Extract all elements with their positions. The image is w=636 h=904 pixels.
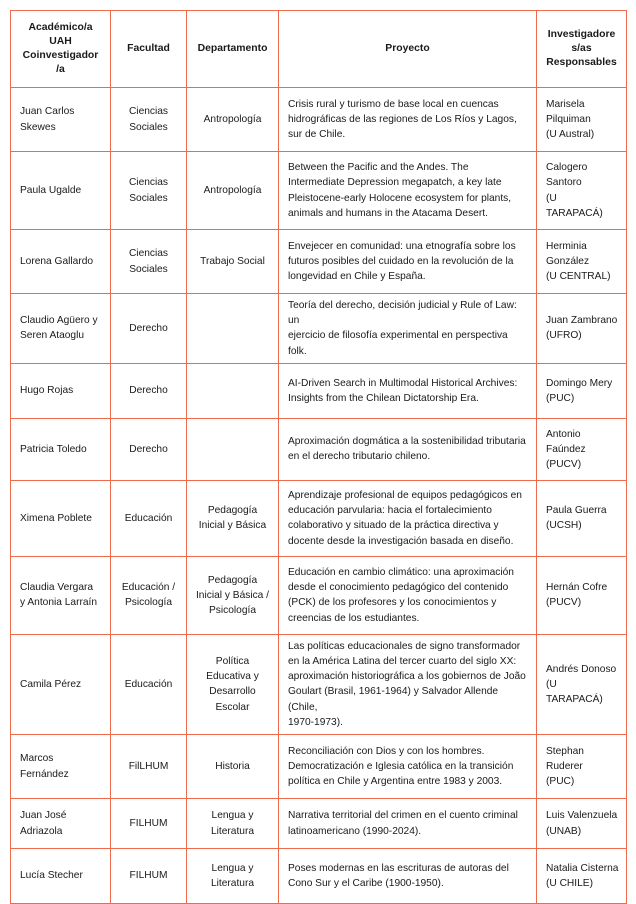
cell-project: Envejecer en comunidad: una etnografía sobre los futuros posibles del cuidado en la revolución de la longevidad en Chile y España. (279, 230, 537, 294)
cell-responsible: Luis Valenzuela (UNAB) (537, 799, 627, 849)
cell-faculty: Derecho (111, 363, 187, 418)
cell-project: Crisis rural y turismo de base local en cuencas hidrográficas de las regiones de Los Ríos y Lagos, sur de Chile. (279, 88, 537, 152)
table-row (11, 849, 627, 904)
cell-project: Educación en cambio climático: una aproximación desde el conocimiento pedagógico del contenido (PCK) de los profesores y los conocimientos y creencias de los estudiantes. (279, 556, 537, 634)
cell-responsible: Hernán Cofre (PUCV) (537, 556, 627, 634)
cell-academic: Ximena Poblete (11, 480, 111, 556)
cell-department: Lengua y Literatura (187, 799, 279, 849)
header-academic: Académico/a UAH Coinvestigador /a (11, 11, 111, 88)
cell-faculty: Ciencias Sociales (111, 152, 187, 230)
header-project: Proyecto (279, 11, 537, 88)
header-row (11, 11, 627, 88)
table-body (11, 88, 627, 904)
cell-department: Política Educativa y Desarrollo Escolar (187, 634, 279, 734)
header-department: Departamento (187, 11, 279, 88)
table-row (11, 799, 627, 849)
cell-faculty: Educación / Psicología (111, 556, 187, 634)
cell-faculty: Derecho (111, 294, 187, 364)
cell-faculty: Derecho (111, 418, 187, 480)
cell-faculty: FilLHUM (111, 735, 187, 799)
cell-responsible: Natalia Cisterna (U CHILE) (537, 849, 627, 904)
cell-academic: Lucía Stecher (11, 849, 111, 904)
projects-table (10, 10, 627, 904)
cell-responsible: Marisela Pilquiman (U Austral) (537, 88, 627, 152)
header-faculty: Facultad (111, 11, 187, 88)
table-row (11, 480, 627, 556)
table-row (11, 363, 627, 418)
cell-responsible: Juan Zambrano (UFRO) (537, 294, 627, 364)
cell-project: Aprendizaje profesional de equipos pedagógicos en educación parvularia: hacia el fortalecimiento colaborativo y situado de la práctica directiva y docente desde la investigación basada en diseño. (279, 480, 537, 556)
cell-project: Aproximación dogmática a la sostenibilidad tributaria en el derecho tributario chileno. (279, 418, 537, 480)
cell-project: Reconciliación con Dios y con los hombres. Democratización e Iglesia católica en la transición política en Chile y Argentina entre 1983 y 2003. (279, 735, 537, 799)
table-row (11, 88, 627, 152)
table-row (11, 230, 627, 294)
cell-department: Pedagogía Inicial y Básica (187, 480, 279, 556)
cell-department (187, 418, 279, 480)
table-row (11, 152, 627, 230)
cell-faculty: Ciencias Sociales (111, 230, 187, 294)
cell-academic: Lorena Gallardo (11, 230, 111, 294)
cell-project: AI-Driven Search in Multimodal Historical Archives: Insights from the Chilean Dictatorship Era. (279, 363, 537, 418)
cell-academic: Hugo Rojas (11, 363, 111, 418)
table-row (11, 418, 627, 480)
cell-department: Antropología (187, 152, 279, 230)
cell-academic: Patricia Toledo (11, 418, 111, 480)
cell-academic: Claudio Agüero y Seren Ataoglu (11, 294, 111, 364)
cell-faculty: FILHUM (111, 849, 187, 904)
cell-academic: Claudia Vergara y Antonia Larraín (11, 556, 111, 634)
cell-department (187, 363, 279, 418)
cell-academic: Juan José Adriazola (11, 799, 111, 849)
cell-academic: Camila Pérez (11, 634, 111, 734)
cell-project: Teoría del derecho, decisión judicial y Rule of Law: un ejercicio de filosofía experimental en perspectiva folk. (279, 294, 537, 364)
cell-department: Trabajo Social (187, 230, 279, 294)
cell-academic: Paula Ugalde (11, 152, 111, 230)
cell-responsible: Andrés Donoso (U TARAPACÁ) (537, 634, 627, 734)
cell-responsible: Stephan Ruderer (PUC) (537, 735, 627, 799)
table-row (11, 735, 627, 799)
table-row (11, 634, 627, 734)
cell-faculty: Ciencias Sociales (111, 88, 187, 152)
header-responsible: Investigadore s/as Responsables (537, 11, 627, 88)
cell-academic: Juan Carlos Skewes (11, 88, 111, 152)
cell-project: Poses modernas en las escrituras de autoras del Cono Sur y el Caribe (1900-1950). (279, 849, 537, 904)
cell-department: Antropología (187, 88, 279, 152)
cell-project: Las políticas educacionales de signo transformador en la América Latina del tercer cuarto del siglo XX: aproximación historiográfica a los gobiernos de João Goulart (Brasil, 1961-1964) y Salvador Allende (Chile, 1970-1973). (279, 634, 537, 734)
cell-faculty: Educación (111, 634, 187, 734)
cell-project: Narrativa territorial del crimen en el cuento criminal latinoamericano (1990-2024). (279, 799, 537, 849)
cell-department: Lengua y Literatura (187, 849, 279, 904)
cell-faculty: FILHUM (111, 799, 187, 849)
cell-responsible: Herminia González (U CENTRAL) (537, 230, 627, 294)
cell-responsible: Calogero Santoro (U TARAPACÁ) (537, 152, 627, 230)
cell-responsible: Antonio Faúndez (PUCV) (537, 418, 627, 480)
table-header (11, 11, 627, 88)
table-row (11, 294, 627, 364)
cell-project: Between the Pacific and the Andes. The Intermediate Depression megapatch, a key late Pleistocene-early Holocene ecosystem for plants, animals and humans in the Atacama Desert. (279, 152, 537, 230)
cell-academic: Marcos Fernández (11, 735, 111, 799)
cell-department (187, 294, 279, 364)
cell-responsible: Domingo Mery (PUC) (537, 363, 627, 418)
cell-department: Historia (187, 735, 279, 799)
cell-department: Pedagogía Inicial y Básica / Psicología (187, 556, 279, 634)
table-row (11, 556, 627, 634)
cell-responsible: Paula Guerra (UCSH) (537, 480, 627, 556)
cell-faculty: Educación (111, 480, 187, 556)
